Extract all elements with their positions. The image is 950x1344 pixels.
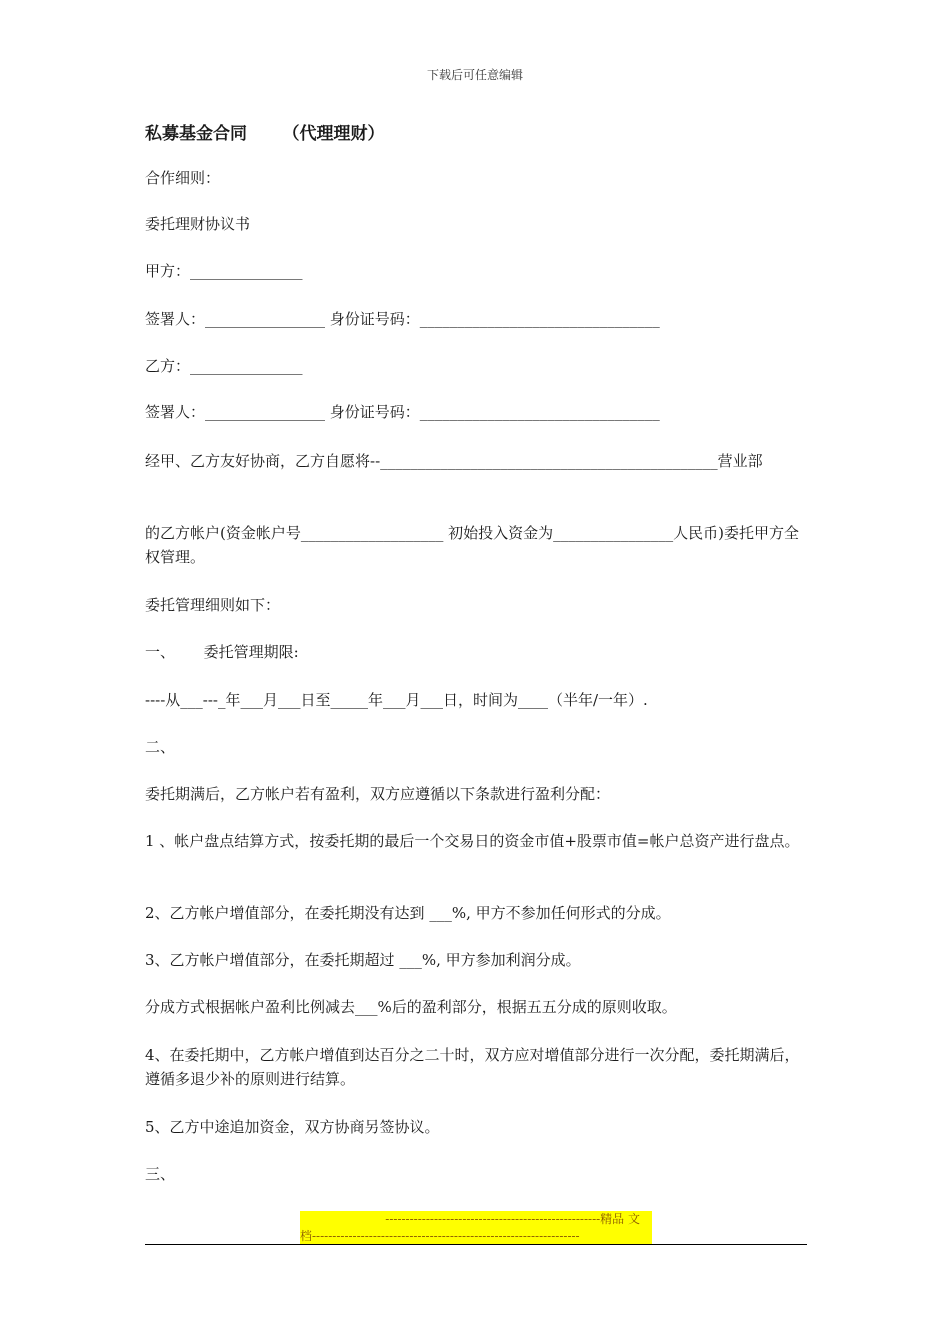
line-term-dates: ----从___---_年___月___日至_____年___月___日，时间为____（半年/一年）. bbox=[145, 691, 648, 709]
line-split-method: 分成方式根据帐户盈利比例减去___%后的盈利部分，根据五五分成的原则收取。 bbox=[145, 998, 677, 1016]
footer-divider bbox=[145, 1244, 807, 1245]
section-one-heading: 一、 委托管理期限: bbox=[145, 643, 299, 661]
header-note: 下载后可任意编辑 bbox=[426, 68, 523, 82]
clause-2: 2、乙方帐户增值部分，在委托期没有达到 ___%, 甲方不参加任何形式的分成。 bbox=[145, 904, 671, 922]
clause-5: 5、乙方中途追加资金，双方协商另签协议。 bbox=[145, 1118, 440, 1136]
line-party-a-signatory: 签署人：________________ 身份证号码：________________________________ bbox=[145, 310, 660, 328]
paragraph-consent: 经甲、乙方友好协商，乙方自愿将--_____________________________________________营业部 bbox=[145, 452, 763, 470]
clause-1: 1 、帐户盘点结算方式，按委托期的最后一个交易日的资金市值+股票市值=帐户总资产进行盘点。 bbox=[145, 832, 800, 850]
footer-watermark bbox=[300, 1211, 652, 1245]
section-two-heading: 二、 bbox=[145, 738, 176, 756]
line-management-rules: 委托管理细则如下： bbox=[145, 596, 281, 614]
footer-line-1: -----------------------------------------------------精品 文 bbox=[300, 1211, 652, 1228]
line-agreement-name: 委托理财协议书 bbox=[145, 215, 251, 233]
line-party-b: 乙方：_______________ bbox=[145, 357, 303, 375]
line-party-b-signatory: 签署人：________________ 身份证号码：________________________________ bbox=[145, 403, 660, 421]
paragraph-account: 的乙方帐户(资金帐户号___________________ 初始投入资金为________________人民币)委托甲方全权管理。 bbox=[145, 524, 799, 566]
footer-line-2: 档------------------------------------------------------------------ bbox=[300, 1228, 652, 1245]
line-cooperation-rules: 合作细则： bbox=[145, 169, 221, 187]
clause-3: 3、乙方帐户增值部分，在委托期超过 ___%, 甲方参加利润分成。 bbox=[145, 951, 581, 969]
clause-4: 4、在委托期中，乙方帐户增值到达百分之二十时，双方应对增值部分进行一次分配，委托期满后，遵循多退少补的原则进行结算。 bbox=[145, 1046, 800, 1088]
section-three-heading: 三、 bbox=[145, 1165, 176, 1183]
document-title: 私募基金合同 （代理理财） bbox=[145, 124, 385, 144]
line-profit-intro: 委托期满后，乙方帐户若有盈利，双方应遵循以下条款进行盈利分配： bbox=[145, 785, 611, 803]
line-party-a: 甲方：_______________ bbox=[145, 262, 303, 280]
